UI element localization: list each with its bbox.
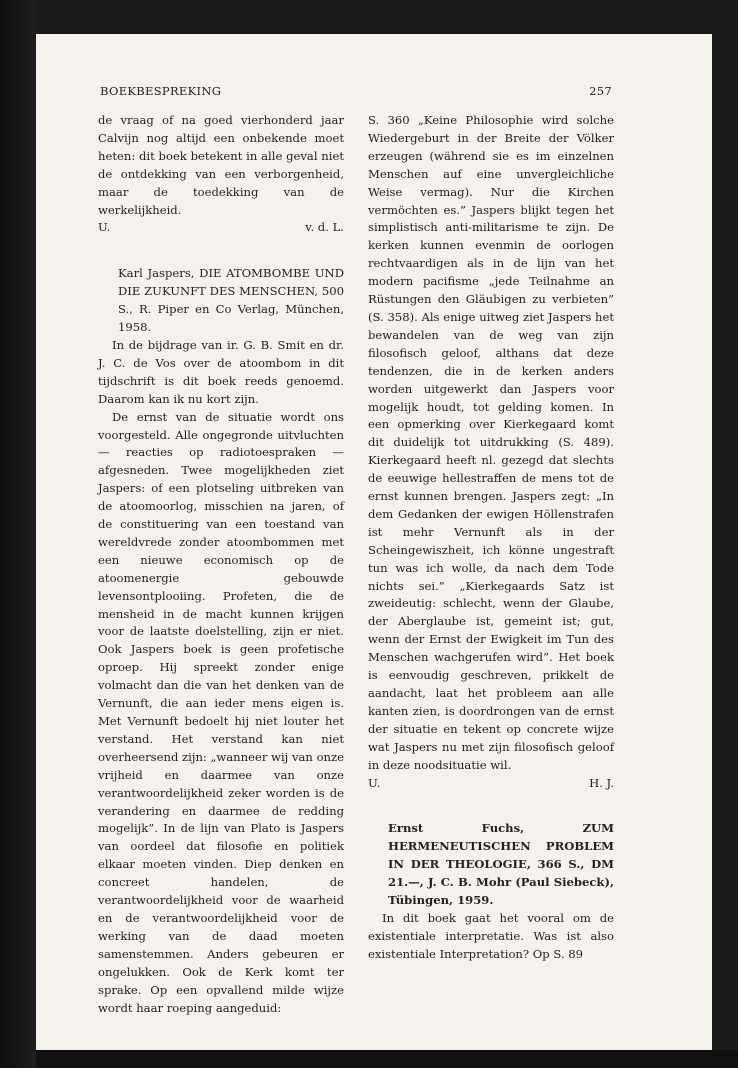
reviewer-signature <box>98 219 344 237</box>
reviewer-signature <box>368 775 614 793</box>
review-ending-paragraph: de vraag of na goed vierhonderd jaar Calvijn nog altijd een onbekende moet heten: dit boek betekent in alle geval niet de ontdekking van een verborgenheid, maar de toedekking van de werkelijkheid. <box>98 113 344 217</box>
signature-place: U. <box>368 775 381 790</box>
signature-initials: H. J. <box>589 775 614 790</box>
right-column <box>368 112 614 964</box>
review-paragraph: In dit boek gaat het vooral om de existentiale interpretatie. Was ist also existentiale Interpretation? Op S. 89 <box>368 910 614 961</box>
page-number: 257 <box>589 84 612 98</box>
running-title: BOEKBESPREKING <box>100 84 222 98</box>
review-paragraph: De ernst van de situatie wordt ons voorgesteld. Alle ongegronde uitvluchten — reacties op radiotoespraken — afgesneden. Twee mogelijkheden ziet Jaspers: of een plotseling uitbreken van de atoomoorlog, misschien na jaren, of de constituering van een toestand van wereldvrede zonder atoombommen met een nieuwe economisch op de atoomenergie gebouwde levensontplooiing. Profeten, die de mensheid in de macht kunnen krijgen voor de laatste doelstelling, zijn er niet. Ook Jaspers boek is geen profetische oproep. Hij spreekt zonder enige volmacht dan die van het denken van de Vernunft, die aan ieder mens eigen is. Met Vernunft bedoelt hij niet louter het verstand. Het verstand kan niet overheersend zijn: „wanneer wij van onze vrijheid en daarmee van onze verantwoordelijkheid zeker worden is de verandering en daarmee de redding mogelijk”. In de lijn van Plato is Jaspers van oordeel dat filosofie en politiek elkaar moeten vinden. Diep denken en concreet handelen, de verantwoordelijkheid voor de waarheid en de verantwoordelijkheid voor de werking van de daad moeten samenstemmen. Anders gebeuren er ongelukken. Ook de Kerk komt ter sprake. Op een opvallend milde wijze wordt haar roeping aangeduid: <box>98 409 344 1015</box>
review-paragraph: In de bijdrage van ir. G. B. Smit en dr. J. C. de Vos over de atoombom in dit tijdschrift is dit boek reeds genoemd. Daarom kan ik nu kort zijn. <box>98 337 344 406</box>
left-column <box>98 112 344 1017</box>
signature-place: U. <box>98 220 111 235</box>
review-paragraph: S. 360 „Keine Philosophie wird solche Wiedergeburt in der Breite der Völker erzeugen (während sie es im einzelnen Menschen auf eine unvergleichliche Weise vermag). Nur die Kirchen vermöchten es.” Jaspers blijkt tegen het simplistisch anti-militarisme te zijn. De kerken kunnen evenmin de oorlogen rechtvaardigen als in de lijn van het modern pacifisme „jede Teilnahme an Rüstungen den Gläubigen zu verbieten” (S. 358). Als enige uitweg ziet Jaspers het bewandelen van de weg van zijn filosofisch geloof, althans dat deze tendenzen, die in de kerken anders worden uitgewerkt dan Jaspers voor mogelijk houdt, tot gelding komen. In een opmerking over Kierkegaard komt dit duidelijk tot uitdrukking (S. 489). Kierkegaard heeft nl. gezegd dat slechts de eeuwige hellestraffen de mens tot de ernst kunnen brengen. Jaspers zegt: „In dem Gedanken der ewigen Höllenstrafen ist mehr Vernunft als in der Scheingewiszheit, ich könne ungestraft tun was ich wolle, da nach dem Tode nichts sei.” „Kierkegaards Satz ist zweideutig: schlecht, wenn der Glaube, der Aberglaube ist, gemeint ist; gut, wenn der Ernst der Ewigkeit im Tun des Menschen wachgerufen wird”. Het boek is eenvoudig geschreven, prikkelt de aandacht, laat het probleem aan alle kanten zien, is doordrongen van de ernst der situatie en tekent op concrete wijze wat Jaspers nu met zijn filosofisch geloof in deze noodsituatie wil. <box>368 113 614 772</box>
scan-shadow-edge <box>0 0 36 1068</box>
scan-bottom-edge <box>36 1050 738 1068</box>
book-citation: Ernst Fuchs, ZUM HERMENEUTISCHEN PROBLEM IN DER THEOLOGIE, 366 S., DM 21.—, J. C. B. Mohr (Paul Siebeck), Tübingen, 1959. <box>388 821 614 908</box>
signature-initials: v. d. L. <box>305 220 344 235</box>
book-citation: Karl Jaspers, DIE ATOMBOMBE UND DIE ZUKUNFT DES MENSCHEN, 500 S., R. Piper en Co Verlag, München, 1958. <box>118 266 344 335</box>
